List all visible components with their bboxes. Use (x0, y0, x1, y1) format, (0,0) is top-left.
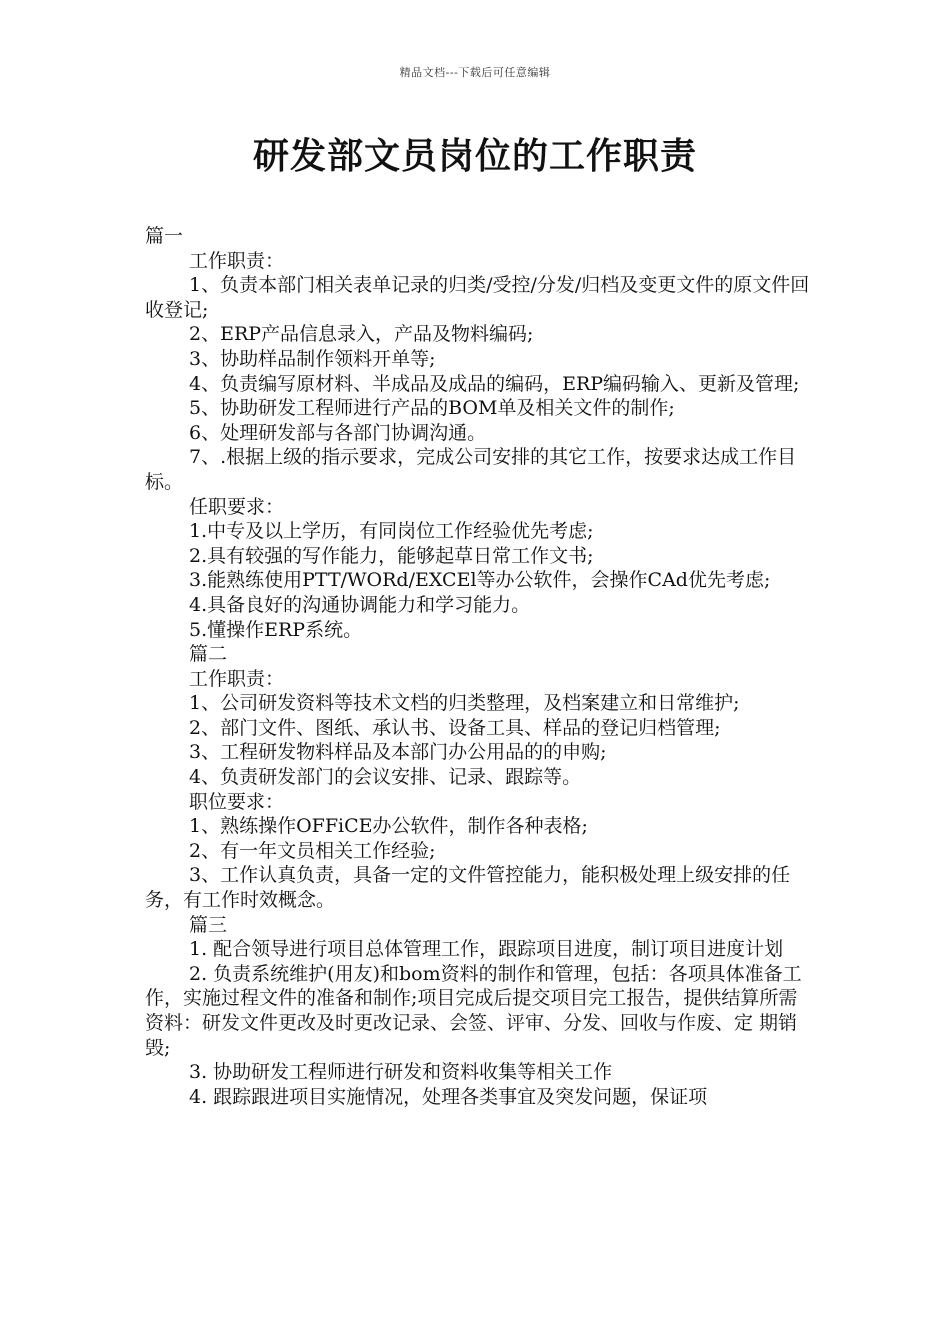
page-header-watermark: 精品文档---下载后可任意编辑 (399, 66, 551, 79)
paragraph: 2、ERP产品信息录入，产品及物料编码; (189, 323, 534, 346)
paragraph: 2、部门文件、图纸、承认书、设备工具、样品的登记归档管理; (189, 716, 721, 739)
paragraph: 2.具有较强的写作能力，能够起草日常工作文书; (189, 544, 594, 567)
paragraph: 5.懂操作ERP系统。 (189, 618, 363, 641)
paragraph-section-2: 篇二 (189, 643, 228, 666)
paragraph: 5、协助研发工程师进行产品的BOM单及相关文件的制作; (189, 397, 675, 420)
document-title: 研发部文员岗位的工作职责 (252, 136, 697, 177)
paragraph: 职位要求： (189, 790, 285, 813)
paragraph-section-1: 篇一 (145, 225, 184, 247)
paragraph: 3、工作认真负责，具备一定的文件管控能力，能积极处理上级安排的任务，有工作时效概念。 (145, 864, 791, 912)
paragraph: 1.中专及以上学历，有同岗位工作经验优先考虑; (189, 520, 594, 543)
paragraph: 7、.根据上级的指示要求，完成公司安排的其它工作，按要求达成工作目标。 (145, 446, 797, 493)
paragraph: 1、公司研发资料等技术文档的归类整理，及档案建立和日常维护; (189, 692, 740, 715)
paragraph: 3、协助样品制作领料开单等; (189, 347, 436, 370)
paragraph: 4.具备良好的沟通协调能力和学习能力。 (189, 593, 531, 616)
paragraph: 2、有一年文员相关工作经验; (189, 839, 436, 862)
paragraph: 3.能熟练使用PTT/WORd/EXCEl等办公软件，会操作CAd优先考虑; (189, 569, 771, 592)
paragraph: 1. 配合领导进行项目总体管理工作，跟踪项目进度，制订项目进度计划 (189, 938, 784, 961)
paragraph: 6、处理研发部与各部门协调沟通。 (189, 421, 487, 444)
paragraph: 4. 跟踪跟进项目实施情况，处理各类事宜及突发问题，保证项 (189, 1085, 708, 1108)
paragraph-section-3: 篇三 (189, 913, 228, 936)
paragraph: 3. 协助研发工程师进行研发和资料收集等相关工作 (189, 1061, 613, 1084)
document-body (145, 224, 815, 1109)
paragraph: 工作职责： (189, 667, 285, 690)
paragraph: 工作职责： (189, 249, 285, 272)
paragraph: 1、负责本部门相关表单记录的归类/受控/分发/归档及变更文件的原文件回收登记; (145, 274, 810, 321)
paragraph: 2. 负责系统维护(用友)和bom资料的制作和管理，包括：各项具体准备工作，实施过程文件的准备和制作;项目完成后提交项目完工报告，提供结算所需资料：研发文件更改及时更改记录、会签、评审、分发、回收与作废、定 期销毁; (145, 962, 802, 1059)
paragraph: 4、负责编写原材料、半成品及成品的编码，ERP编码输入、更新及管理; (189, 372, 800, 395)
paragraph: 3、工程研发物料样品及本部门办公用品的的申购; (189, 741, 607, 764)
paragraph: 任职要求： (189, 495, 285, 518)
paragraph: 1、熟练操作OFFiCE办公软件，制作各种表格; (189, 815, 588, 838)
paragraph: 4、负责研发部门的会议安排、记录、跟踪等。 (189, 766, 582, 789)
